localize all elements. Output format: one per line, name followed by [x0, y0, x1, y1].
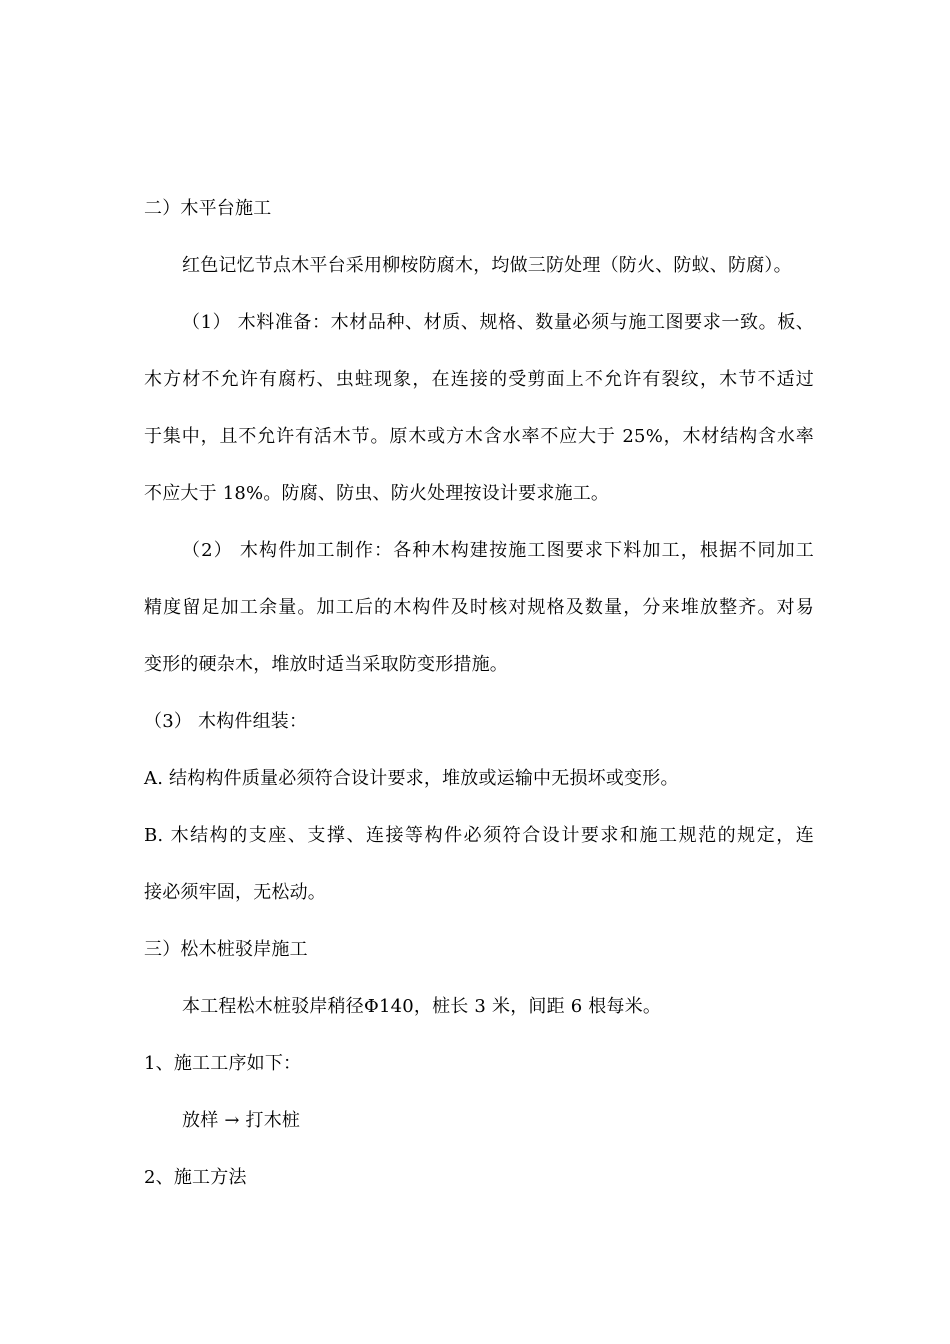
subheading-assembly: （3） 木构件组装： [144, 711, 308, 732]
paragraph-line: 于集中，且不允许有活木节。原木或方木含水率不应大于 25%，木材结构含水率 [144, 426, 814, 447]
subheading-process: 1、施工工序如下： [144, 1053, 302, 1074]
paragraph-line: 不应大于 18%。防腐、防虫、防火处理按设计要求施工。 [144, 483, 610, 504]
paragraph-line: （2） 木构件加工制作：各种木构建按施工图要求下料加工，根据不同加工 [182, 540, 814, 561]
process-flow: 放样 → 打木桩 [182, 1110, 301, 1131]
paragraph-line: 红色记忆节点木平台采用柳桉防腐木，均做三防处理（防火、防蚁、防腐）。 [182, 255, 792, 276]
paragraph-line: 木方材不允许有腐朽、虫蛀现象，在连接的受剪面上不允许有裂纹，木节不适过 [144, 369, 814, 390]
paragraph-line: 本工程松木桩驳岸稍径Φ140，桩长 3 米，间距 6 根每米。 [182, 996, 662, 1017]
subheading-method: 2、施工方法 [144, 1167, 247, 1188]
list-item-b-continued: 接必须牢固，无松动。 [144, 882, 326, 903]
paragraph-line: 精度留足加工余量。加工后的木构件及时核对规格及数量，分来堆放整齐。对易 [144, 597, 814, 618]
list-item-b: B. 木结构的支座、支撑、连接等构件必须符合设计要求和施工规范的规定，连 [144, 825, 814, 846]
list-item-a: A. 结构构件质量必须符合设计要求，堆放或运输中无损坏或变形。 [144, 768, 679, 789]
paragraph-line: （1） 木料准备：木材品种、材质、规格、数量必须与施工图要求一致。板、 [182, 312, 814, 333]
section-heading-wood-platform: 二）木平台施工 [144, 198, 272, 219]
section-heading-pine-pile: 三）松木桩驳岸施工 [144, 939, 308, 960]
paragraph-line: 变形的硬杂木，堆放时适当采取防变形措施。 [144, 654, 508, 675]
